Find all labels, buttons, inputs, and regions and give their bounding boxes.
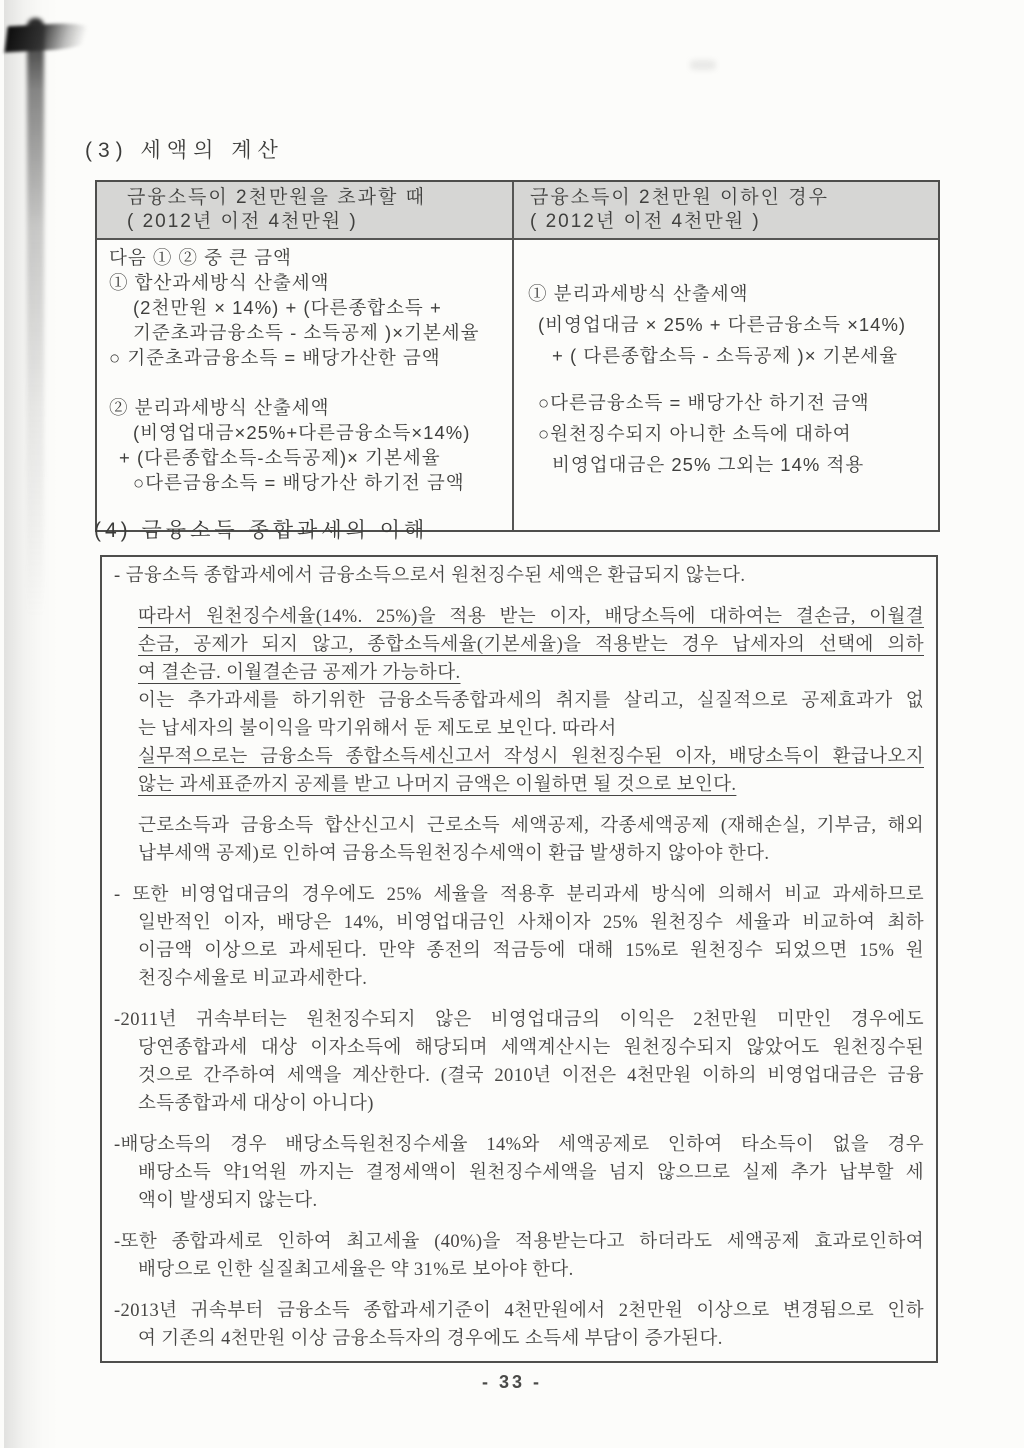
page-number: - 33 - [481, 1372, 542, 1392]
text-line: 배당으로 인한 실질최고세율은 약 31%로 보아야 한다. [138, 1260, 574, 1280]
text-line: ○ 기준초과금융소득 = 배당가산한 금액 [109, 347, 441, 368]
text-line: 액이 발생되지 않는다. [138, 1191, 318, 1211]
section3-heading: (3) 세액의 계산 [85, 139, 284, 162]
paragraph-block [112, 881, 924, 993]
scan-binding-shadow [4, 0, 60, 1448]
text-line: 않는 과세표준까지 공제를 받고 나머지 금액은 이월하면 될 것으로 보인다. [138, 775, 737, 795]
text-line: - 금융소득 종합과세에서 금융소득으로서 원천징수된 세액은 환급되지 않는다. [114, 566, 746, 586]
section4-heading: (4) 금융소득 종합과세의 이해 [94, 519, 429, 542]
text-line: 배당소득 약1억원 까지는 결정세액이 원천징수세액을 넘지 않으므로 실제 추가 납부할 세 [138, 1163, 924, 1183]
text-line: 따라서 원천징수세율(14%. 25%)을 적용 받는 이자, 배당소득에 대하여는 결손금, 이월결 [138, 607, 924, 627]
table-body-right [512, 240, 938, 530]
text-line: -또한 종합과세로 인하여 최고세율 (40%)을 적용받는다고 하더라도 세액공제 효과로인하여 [114, 1232, 924, 1252]
table-header-right-line2: ( 2012년 이전 4천만원 ) [530, 211, 761, 232]
text-line: + (다른종합소득-소득공제)× 기본세율 [119, 447, 441, 468]
text-line: 기준초과금융소득 - 소득공제 )×기본세율 [133, 322, 480, 343]
table-header-right-line1: 금융소득이 2천만원 이하인 경우 [530, 187, 830, 208]
text-line: (비영업대금 × 25% + 다른금융소득 ×14%) [538, 314, 907, 335]
text-line: -2011년 귀속부터는 원천징수되지 않은 비영업대금의 이익은 2천만원 미만인 경우에도 [114, 1010, 924, 1030]
paragraph-block [112, 1006, 924, 1118]
text-line: ○원천징수되지 아니한 소득에 대하여 [538, 423, 852, 444]
text-line: 이는 추가과세를 하기위한 금융소득종합과세의 취지를 살리고, 실질적으로 공제효과가 없 [138, 691, 924, 711]
text-line: 이금액 이상으로 과세된다. 만약 종전의 적금등에 대해 15%로 원천징수 되었으면 15% 원 [138, 941, 924, 961]
tax-comparison-table [95, 180, 940, 532]
blank-line [524, 371, 934, 387]
text-line: 천징수세율로 비교과세한다. [138, 969, 368, 989]
text-line: 실무적으로는 금융소득 종합소득세신고서 작성시 원천징수된 이자, 배당소득이 환급나오지 [138, 747, 924, 767]
text-line: ○다른금융소득 = 배당가산 하기전 금액 [538, 392, 870, 413]
text-line: 소득종합과세 대상이 아니다) [138, 1094, 374, 1114]
paragraph-block [112, 603, 924, 799]
table-header-left-line1: 금융소득이 2천만원을 초과할 때 [127, 187, 427, 208]
text-line: ① 합산과세방식 산출세액 [109, 272, 330, 293]
text-line: 것으로 간주하여 세액을 계산한다. (결국 2010년 이전은 4천만원 이하의 비영업대금은 금융 [138, 1066, 924, 1086]
text-line: 비영업대금은 25% 그외는 14% 적용 [552, 454, 865, 475]
scan-edge-streak [27, 18, 44, 618]
table-header-left-line2: ( 2012년 이전 4천만원 ) [127, 211, 358, 232]
paragraph-block [112, 1228, 924, 1284]
blank-line [105, 370, 508, 395]
text-line: 일반적인 이자, 배당은 14%, 비영업대금인 사채이자 25% 원천징수 세율과 비교하여 최하 [138, 913, 924, 933]
text-line: (비영업대금×25%+다른금융소득×14%) [133, 422, 471, 443]
text-line: -배당소득의 경우 배당소득원천징수세율 14%와 세액공제로 인하여 타소득이 없을 경우 [114, 1135, 924, 1155]
text-line: ① 분리과세방식 산출세액 [528, 283, 749, 304]
text-line: 는 납세자의 불이익을 막기위해서 둔 제도로 보인다. 따라서 [138, 719, 617, 739]
text-line: (2천만원 × 14%) + (다른종합소득 + [133, 297, 442, 318]
text-line: 다음 ① ② 중 큰 금액 [109, 247, 292, 268]
text-line: 여 결손금. 이월결손금 공제가 가능하다. [138, 663, 461, 683]
text-line: - 또한 비영업대금의 경우에도 25% 세율을 적용후 분리과세 방식에 의해서 비교 과세하므로 [114, 885, 924, 905]
scan-corner-mark [4, 21, 99, 52]
text-line: + ( 다른종합소득 - 소득공제 )× 기본세율 [552, 345, 899, 366]
explanation-box [100, 555, 938, 1363]
table-header-right [512, 182, 938, 240]
text-line: ○다른금융소득 = 배당가산 하기전 금액 [133, 472, 465, 493]
text-line: 당연종합과세 대상 이자소득에 해당되며 세액계산시는 원천징수되지 않았어도 원천징수된 [138, 1038, 924, 1058]
paragraph-block [112, 1131, 924, 1215]
text-line: 손금, 공제가 되지 않고, 종합소득세율(기본세율)을 적용받는 경우 납세자의 선택에 의하 [138, 635, 924, 655]
text-line: -2013년 귀속부터 금융소득 종합과세기준이 4천만원에서 2천만원 이상으로 변경됨으로 인하 [114, 1301, 924, 1321]
text-line: 납부세액 공제)로 인하여 금융소득원천징수세액이 환급 발생하지 않아야 한다. [138, 844, 770, 864]
table-body-left [97, 240, 512, 530]
table-header-left [97, 182, 512, 240]
paragraph-block [112, 812, 924, 868]
text-line: 여 기존의 4천만원 이상 금융소득자의 경우에도 소득세 부담이 증가된다. [138, 1329, 723, 1349]
paragraph-block [112, 1297, 924, 1353]
bleed-through-artifact [690, 60, 716, 70]
text-line: 근로소득과 금융소득 합산신고시 근로소득 세액공제, 각종세액공제 (재해손실, 기부금, 해외 [138, 816, 924, 836]
text-line: ② 분리과세방식 산출세액 [109, 397, 330, 418]
paragraph-block [112, 562, 924, 590]
